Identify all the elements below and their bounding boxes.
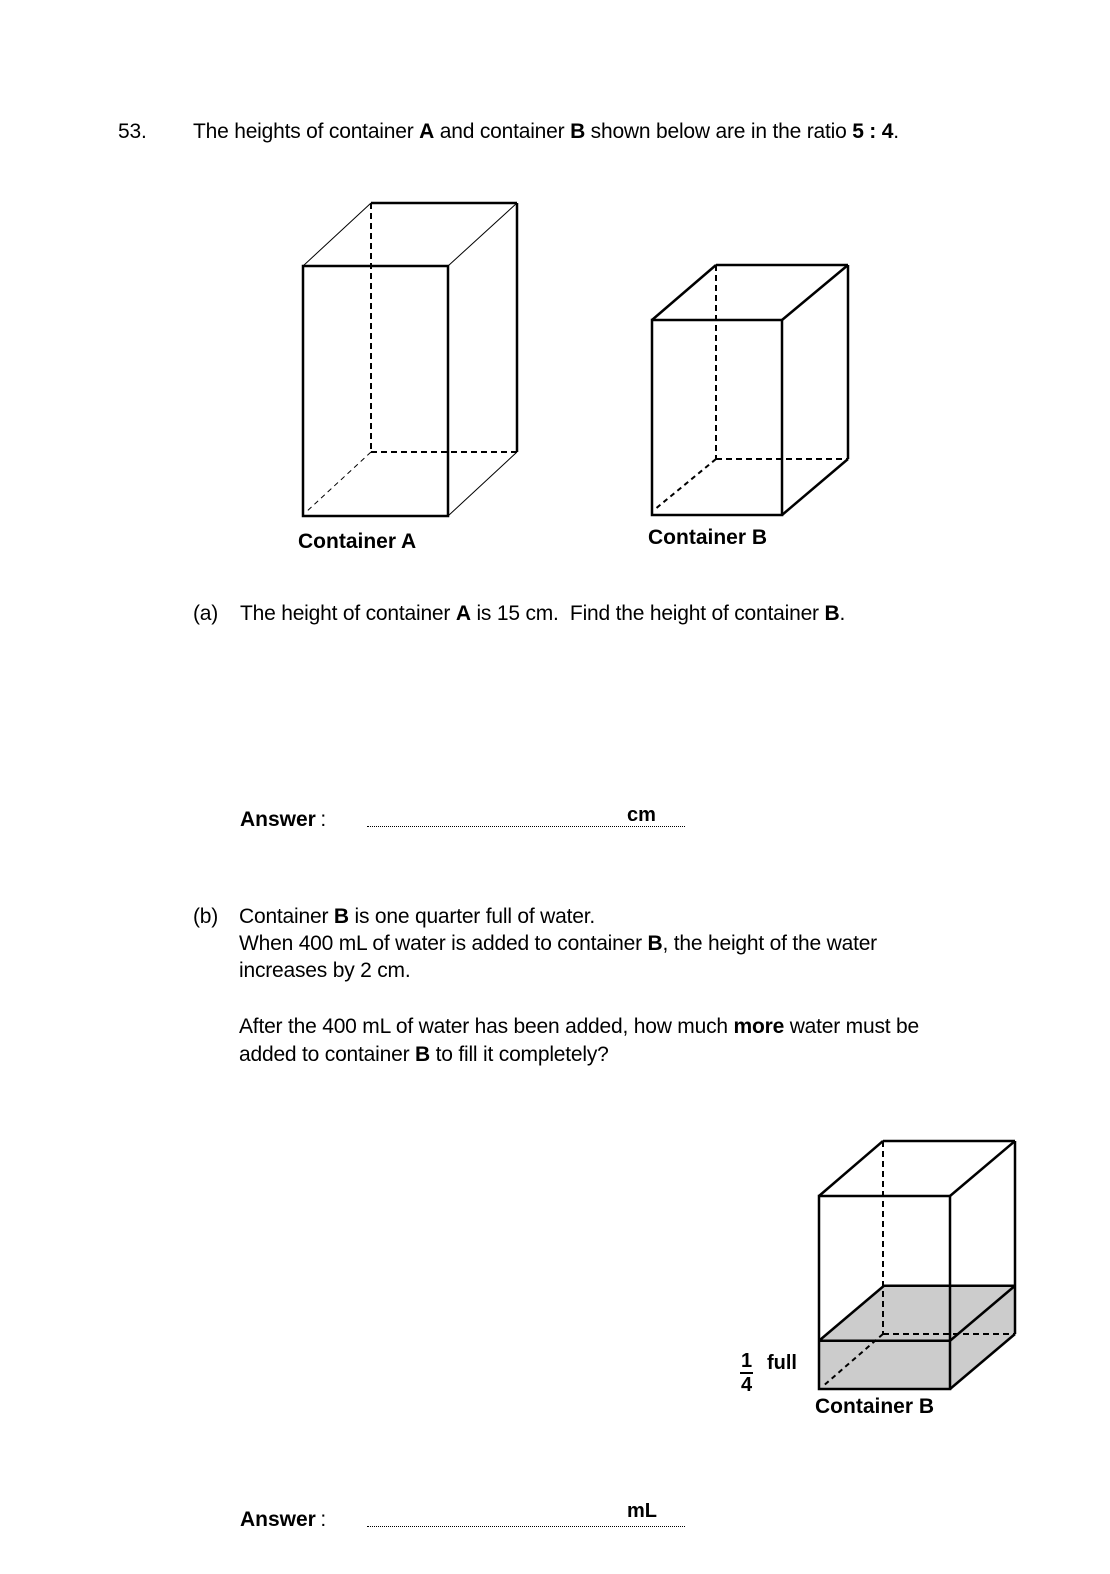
stem-text: The heights of container [193,120,420,143]
part-a-text-segment: is 15 cm. Find the height of container [470,602,825,625]
answer-colon: : [320,808,327,831]
part-b-line-3: increases by 2 cm. [239,959,411,982]
container-b-edge [950,1141,1015,1196]
part-a-marker: (a) [193,602,219,625]
part-b-bold: B [647,932,663,955]
ratio-right: 4 [881,120,894,143]
part-a-bold-a: A [455,602,471,625]
stem-bold-a: A [419,120,435,143]
container-b-label: Container B [648,526,768,549]
part-b-text-segment: is one quarter full of water. [348,905,595,928]
part-b-text-segment: After the 400 mL of water has been added, how much [239,1015,734,1038]
water-fraction [740,1350,753,1396]
stem-text: and container [434,120,571,143]
water-front-face [819,1341,950,1389]
part-b-text-segment: water must be [784,1015,919,1038]
part-b-text-segment: , the height of the water [662,932,877,955]
part-a-text-segment: The height of container [240,602,456,625]
answer-colon: : [320,1508,327,1531]
part-b-text-segment: to fill it completely? [429,1043,609,1066]
stem-bold-b: B [570,120,586,143]
container-b-edge [819,1141,883,1196]
answer-label: Answer [240,1508,316,1531]
part-b-text-segment: When 400 mL of water is added to container [239,932,648,955]
question-number: 53. [118,120,147,143]
part-b-answer-unit: mL [627,1500,657,1522]
part-b-bold: B [415,1043,430,1066]
ratio-left: 5 [852,120,864,143]
fraction-numerator: 1 [741,1350,753,1372]
part-b-text-segment: added to container [239,1043,416,1066]
part-b-bold-more: more [733,1015,785,1038]
stem-text: shown below are in the ratio [585,120,853,143]
water-fraction-word: full [767,1352,797,1374]
part-b-answer-row [240,1508,326,1532]
fraction-denominator: 4 [741,1374,753,1396]
part-b-answer-field[interactable] [367,1526,685,1527]
part-a-answer-unit: cm [627,804,656,826]
part-b-text-segment: Container [239,905,334,928]
ratio-colon: : [863,120,882,143]
part-b-bold: B [333,905,349,928]
part-a-text-segment: . [839,602,846,625]
part-a-bold-b: B [824,602,840,625]
container-a-label: Container A [298,530,417,553]
stem-end: . [893,120,899,143]
answer-label: Answer [240,808,316,831]
container-b-water-label: Container B [815,1395,935,1418]
part-b-marker: (b) [193,905,219,928]
